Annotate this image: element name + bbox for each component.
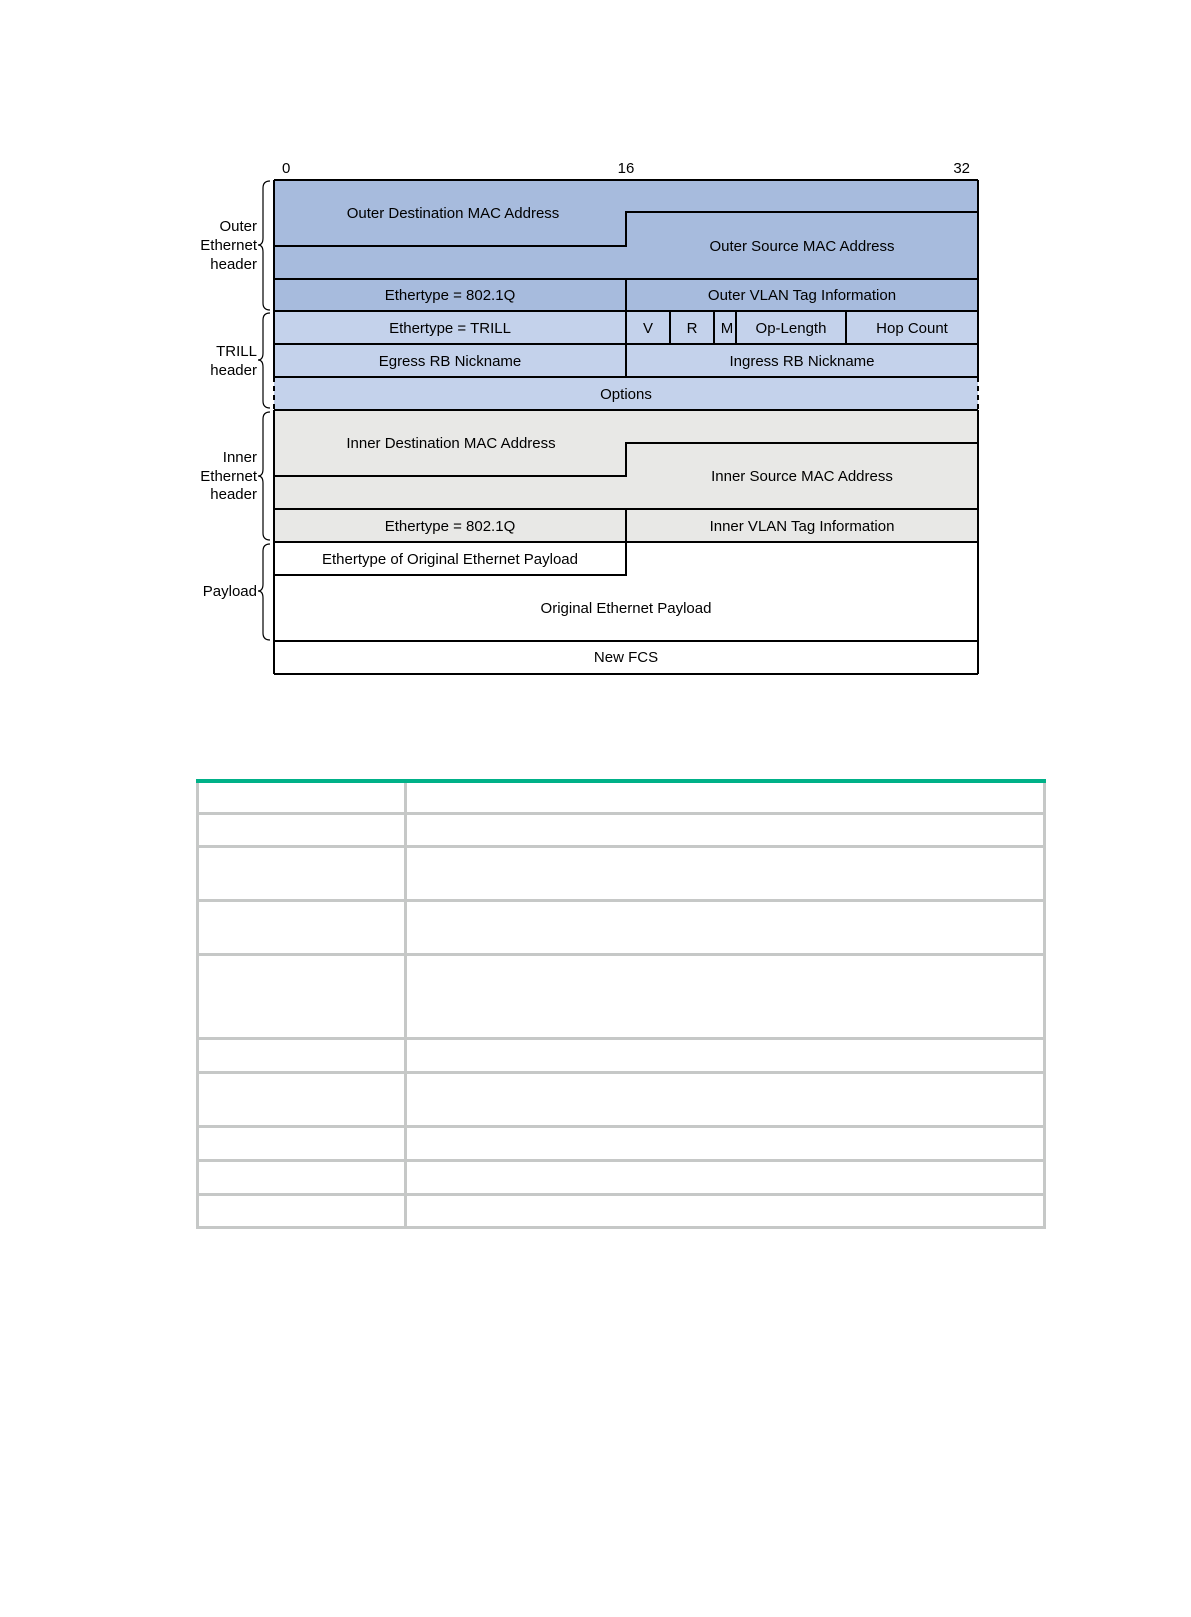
table-cell (198, 954, 406, 1038)
brace-outer (258, 181, 270, 310)
label-inner-1: Inner (222, 449, 257, 466)
label-outer-1: Outer (219, 218, 257, 235)
label-payload: Payload (202, 583, 257, 600)
field-original-payload: Original Ethernet Payload (540, 600, 712, 617)
field-ingress-nickname: Ingress RB Nickname (729, 353, 875, 370)
table-row (198, 781, 1045, 813)
table-row (198, 954, 1045, 1038)
field-op-length: Op-Length (755, 320, 827, 337)
bit-label-16: 16 (617, 160, 635, 177)
label-outer-2: Ethernet (200, 237, 257, 254)
table-cell (406, 1160, 1045, 1194)
table-cell (198, 1038, 406, 1072)
bit-label-32: 32 (953, 160, 970, 177)
field-hop-count: Hop Count (876, 320, 948, 337)
table-cell (198, 1160, 406, 1194)
field-r: R (686, 320, 698, 337)
table-cell (406, 1194, 1045, 1227)
table-cell (198, 1126, 406, 1160)
field-options: Options (600, 386, 652, 403)
table-cell (198, 1072, 406, 1126)
bit-label-0: 0 (282, 160, 291, 177)
table-row (198, 846, 1045, 900)
field-inner-vlan: Inner VLAN Tag Information (709, 518, 895, 535)
field-inner-ethertype: Ethertype = 802.1Q (384, 518, 516, 535)
label-inner-2: Ethernet (200, 468, 257, 485)
label-trill-1: TRILL (216, 343, 257, 360)
field-trill-ethertype: Ethertype = TRILL (389, 320, 511, 337)
table-row (198, 1038, 1045, 1072)
table-cell (406, 1126, 1045, 1160)
table-row (198, 1160, 1045, 1194)
table-row (198, 1194, 1045, 1227)
field-inner-src-mac: Inner Source MAC Address (711, 468, 893, 485)
field-new-fcs: New FCS (593, 649, 659, 666)
field-outer-ethertype: Ethertype = 802.1Q (384, 287, 516, 304)
table-cell (406, 781, 1045, 813)
table-cell (406, 1038, 1045, 1072)
table-cell (198, 846, 406, 900)
table-row (198, 813, 1045, 846)
table-cell (198, 1194, 406, 1227)
label-inner-3: header (210, 486, 257, 503)
field-payload-ethertype: Ethertype of Original Ethernet Payload (322, 551, 578, 568)
table-row (198, 1126, 1045, 1160)
group-labels (200, 218, 258, 600)
group-braces (258, 181, 270, 640)
field-description-table (196, 779, 1046, 1229)
field-outer-dst-mac: Outer Destination MAC Address (346, 205, 560, 222)
field-inner-dst-mac: Inner Destination MAC Address (346, 435, 556, 452)
table-cell (406, 846, 1045, 900)
field-m: M (720, 320, 734, 337)
table-row (198, 1072, 1045, 1126)
table-row (198, 900, 1045, 954)
table-cell (406, 1072, 1045, 1126)
brace-trill (258, 313, 270, 408)
table-cell (198, 781, 406, 813)
table-cell (198, 900, 406, 954)
label-outer-3: header (210, 256, 257, 273)
brace-inner (258, 412, 270, 540)
table-cell (198, 813, 406, 846)
field-outer-vlan: Outer VLAN Tag Information (707, 287, 897, 304)
label-trill-2: header (210, 362, 257, 379)
field-egress-nickname: Egress RB Nickname (378, 353, 522, 370)
table-cell (406, 813, 1045, 846)
table-cell (406, 900, 1045, 954)
trill-frame-format-diagram (0, 0, 1191, 700)
table-cell (406, 954, 1045, 1038)
field-outer-src-mac: Outer Source MAC Address (709, 238, 895, 255)
brace-payload (258, 544, 270, 640)
field-v: V (642, 320, 654, 337)
